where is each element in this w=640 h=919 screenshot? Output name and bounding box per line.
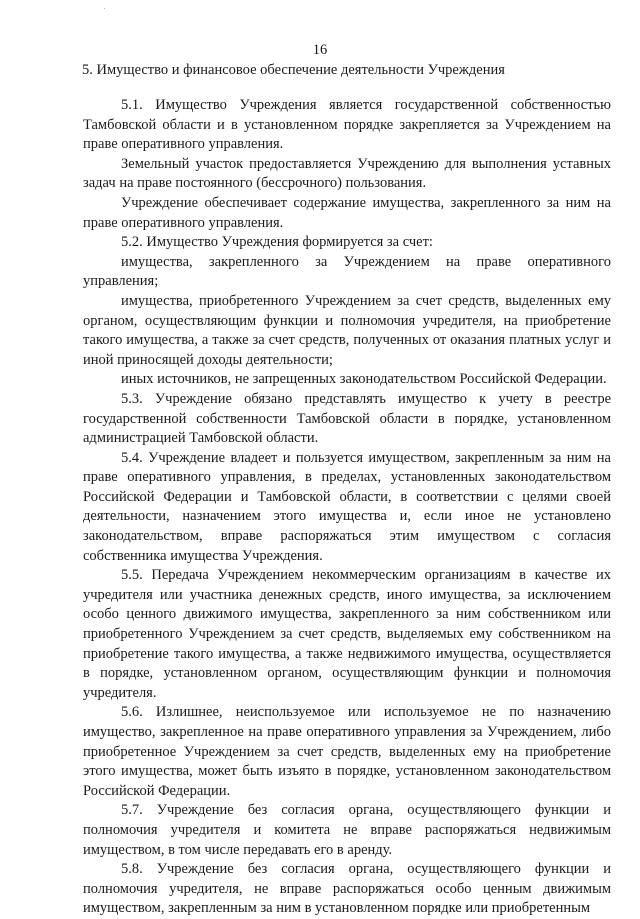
- paragraph-5-8: 5.8. Учреждение без согласия органа, осуществляющего функции и полномочия учредителя, не вправе распоряжаться особо ценным движимым имуществом, закрепленным за ним в установленном порядке или приобретенным: [83, 861, 611, 917]
- paragraph-5-5: 5.5. Передача Учреждением некоммерческим организациям в качестве их учредителя или участника денежных средств, иного имущества, за исключением особо ценного движимого имущества, закрепленного за ним собственником или приобретенного Учреждением за счет средств, выделяемых ему собственником на приобретение такого имущества, а также недвижимого имущества, осуществляется в порядке, установленном органом, осуществляющим функции и полномочия учредителя.: [83, 567, 611, 701]
- list-item-acquired-property: имущества, приобретенного Учреждением за счет средств, выделенных ему органом, осуществляющим функции и полномочия учредителя, на приобретение такого имущества, а также за счет средств, полученных от оказания платных услуг и иной приносящей доходы деятельности;: [83, 292, 611, 368]
- section-title: 5. Имущество и финансовое обеспечение деятельности Учреждения: [82, 62, 505, 78]
- paragraph-maintenance: Учреждение обеспечивает содержание имущества, закрепленного за ним на праве оперативного управления.: [83, 194, 611, 231]
- paragraph-5-7: 5.7. Учреждение без согласия органа, осуществляющего функции и полномочия учредителя и комитета не вправе распоряжаться недвижимым имуществом, в том числе передавать его в аренду.: [83, 802, 611, 858]
- paragraph-land-plot: Земельный участок предоставляется Учреждению для выполнения уставных задач на праве постоянного (бессрочного) пользования.: [83, 155, 611, 192]
- paragraph-5-1: 5.1. Имущество Учреждения является государственной собственностью Тамбовской области и в установленном порядке закрепляется за Учреждением на праве оперативного управления.: [83, 97, 611, 153]
- scan-dot: [104, 8, 105, 9]
- paragraph-5-6: 5.6. Излишнее, неиспользуемое или используемое не по назначению имущество, закрепленное на праве оперативного управления за Учреждением, либо приобретенное Учреждением за счет средств, выделенных ему на приобретение этого имущества, может быть изъято в порядке, установленном законодательством Российской Федерации.: [83, 704, 611, 799]
- paragraph-5-4: 5.4. Учреждение владеет и пользуется имуществом, закрепленным за ним на праве оперативного управления, в пределах, установленных законодательством Российской Федерации и Тамбовской области, в соответствии с целями своей деятельности, назначением этого имущества и, если иное не установлено законодательством, вправе распоряжаться этим имуществом с согласия собственника имущества Учреждения.: [83, 449, 611, 564]
- paragraph-5-3: 5.3. Учреждение обязано представлять имущество к учету в реестре государственной собственности Тамбовской области в порядке, установленном администрацией Тамбовской области.: [83, 390, 611, 447]
- document-body: [83, 96, 611, 919]
- page-number: 16: [312, 42, 328, 58]
- paragraph-5-2: 5.2. Имущество Учреждения формируется за счет:: [121, 234, 433, 251]
- list-item-other-sources: иных источников, не запрещенных законодательством Российской Федерации.: [121, 371, 607, 388]
- list-item-operational-property: имущества, закрепленного за Учреждением на праве оперативного управления;: [83, 253, 611, 290]
